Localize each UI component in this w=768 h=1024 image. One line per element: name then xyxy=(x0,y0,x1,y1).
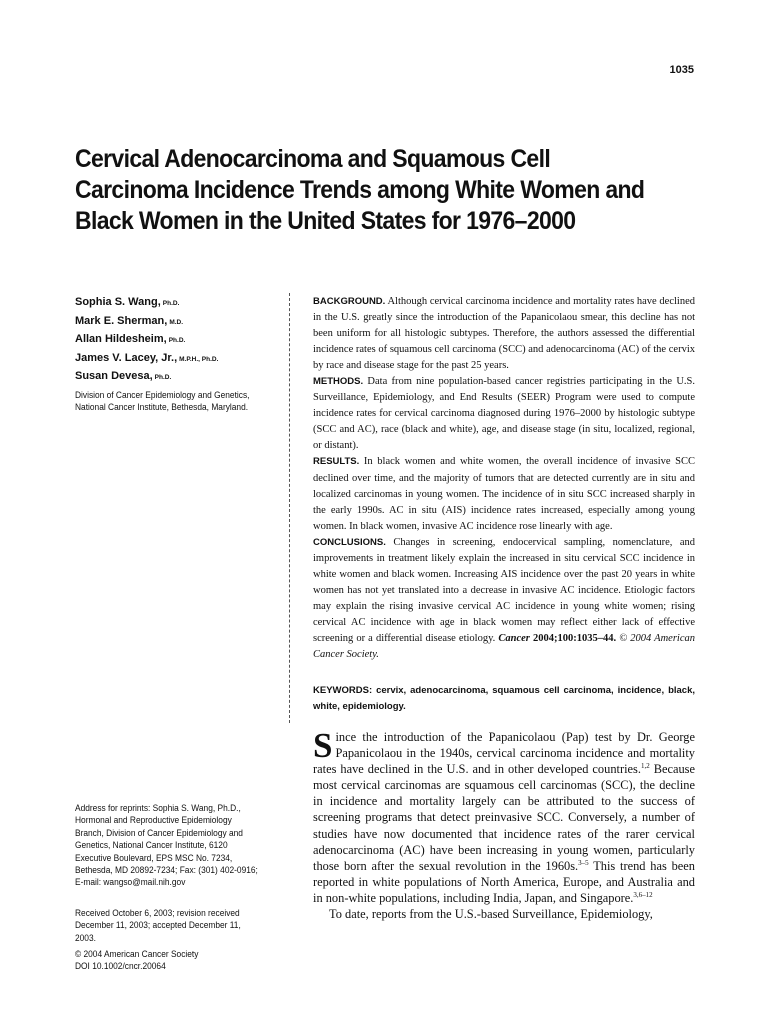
author-degree: Ph.D. xyxy=(162,300,180,307)
body-paragraph: To date, reports from the U.S.-based Surveillance, Epidemiology, xyxy=(329,907,653,922)
background-heading: BACKGROUND. xyxy=(313,296,386,307)
copyright-block xyxy=(75,948,261,973)
abstract-methods xyxy=(313,374,695,454)
reprint-address: Address for reprints: Sophia S. Wang, Ph.D., Hormonal and Reproductive Epidemiology Branch, Division of Cancer Epidemiology and Genetics, National Cancer Institute, 6120 Executive Boulevard, EPS MSC No. 7234, Bethesda, MD 20892-7234; Fax: (301) 402-0916; E-mail: wangso@mail.nih.gov xyxy=(75,803,258,888)
author xyxy=(75,368,285,387)
reference-superscript: 1,2 xyxy=(640,762,650,771)
abstract xyxy=(313,294,695,663)
body-text-part: ince the introduction of the Papanicolaou (Pap) test by Dr. George Papanicolaou in the 1940s, cervical carcinoma incidence and mortality rates have declined in the U.S. and in other developed countries. xyxy=(313,730,695,777)
author-list xyxy=(75,294,285,387)
methods-heading: METHODS. xyxy=(313,376,364,388)
author xyxy=(75,294,285,313)
article-title: Cervical Adenocarcinoma and Squamous Cell Carcinoma Incidence Trends among White Women and Black Women in the United States for 1976–2000 xyxy=(75,145,645,235)
body-text-part: This trend has been reported in white populations of North America, Europe, and Australia and in non-white populations, including India, Japan, and Singapore. xyxy=(313,858,695,905)
citation-journal: Cancer xyxy=(498,632,530,644)
body-text-part: Because most cervical carcinomas are squamous cell carcinomas (SCC), the decline in incidence and mortality largely can be attributed to the success of screening programs that detect preinvasive SCC. Conversely, a number of studies have now documented that incidence rates of the rarer cervical adenocarcinoma (AC) have been increasing in young women, particularly those born after the sexual revolution in the 1960s. xyxy=(313,762,695,873)
keywords: KEYWORDS: cervix, adenocarcinoma, squamous cell carcinoma, incidence, black, white, epidemiology. xyxy=(313,685,695,712)
reference-superscript: 3–5 xyxy=(578,858,589,867)
abstract-results xyxy=(313,454,695,534)
author-name: Mark E. Sherman, xyxy=(75,314,168,327)
reference-superscript: 3,6–12 xyxy=(633,890,653,899)
doi-line: DOI 10.1002/cncr.20064 xyxy=(75,961,166,972)
author-degree: M.D. xyxy=(169,318,184,326)
body-text xyxy=(313,726,695,922)
author xyxy=(75,313,285,332)
author-degree: Ph.D. xyxy=(168,337,186,344)
affiliation: Division of Cancer Epidemiology and Genetics, National Cancer Institute, Bethesda, Maryland. xyxy=(75,390,250,413)
column-divider xyxy=(289,293,290,723)
author-name: Susan Devesa, xyxy=(75,370,153,382)
methods-text: Data from nine population-based cancer registries participating in the U.S. Surveillance, Epidemiology, and End Results (SEER) Program were used to compute incidence rates for cervical carcinoma diagnosed during 1976–2000 by histologic subtype (SCC and AC), race (black and white), age, and disease stage (in situ, localized, regional, or distant). xyxy=(313,376,695,452)
results-heading: RESULTS. xyxy=(313,456,360,468)
author-degree: M.P.H., Ph.D. xyxy=(179,355,219,363)
author-degree: Ph.D. xyxy=(154,374,172,381)
author-name: Sophia S. Wang, xyxy=(75,296,161,308)
author xyxy=(75,331,285,350)
author-name: Allan Hildesheim, xyxy=(75,333,167,345)
copyright-line: © 2004 American Cancer Society xyxy=(75,949,199,959)
background-text: Although cervical carcinoma incidence and mortality rates have declined in the U.S. greatly since the introduction of the Papanicolaou smear, this decline has not been uniform for all histologic subtypes. Therefore, the authors assessed the differential incidence rates of squamous cell carcinoma (SCC) and adenocarcinoma (AC) of the cervix by race and disease stage for the past 25 years. xyxy=(313,296,695,372)
drop-cap: S xyxy=(313,726,333,765)
author xyxy=(75,350,285,369)
page-number: 1035 xyxy=(669,64,694,76)
abstract-conclusions xyxy=(313,535,695,663)
results-text: In black women and white women, the overall incidence of invasive SCC declined over time, and the majority of tumors that are detected currently are in situ and localized carcinomas in young women. The incidence of in situ SCC increased sharply in the early 1990s. AC in situ (AIS) incidence rates increased, especially among young women. In black women, invasive AC incidence rose linearly with age. xyxy=(313,456,695,532)
conclusions-heading: CONCLUSIONS. xyxy=(313,536,386,548)
author-name: James V. Lacey, Jr., xyxy=(75,351,178,364)
citation-copyright: © 2004 American Cancer Society. xyxy=(313,632,696,661)
abstract-background xyxy=(313,294,695,374)
conclusions-text: Changes in screening, endocervical sampling, nomenclature, and improvements in treatment likely explain the increased in situ cervical SCC incidence in white women and black women. Increasing AIS incidence over the past 20 years in white women has not yet translated into a decrease in invasive AC incidence. Etiologic factors may explain the rising invasive cervical AC incidence in young white women; rising cervical AC incidence with age in black women may reflect either lack of effective screening or a differential disease etiology. xyxy=(313,536,695,644)
body-paragraph xyxy=(313,726,695,906)
received-dates: Received October 6, 2003; revision received December 11, 2003; accepted December 11, 2003. xyxy=(75,908,241,943)
citation-ref: 2004;100:1035–44. xyxy=(529,632,617,644)
